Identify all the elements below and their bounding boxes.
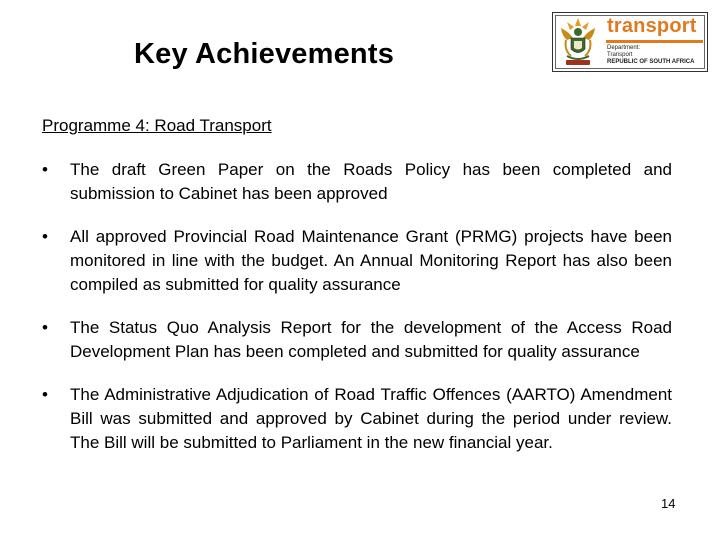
bullet-marker: •	[42, 385, 48, 404]
coat-of-arms-icon	[557, 16, 599, 67]
bullet-item	[42, 225, 672, 297]
logo-accent-line	[606, 40, 703, 43]
logo-subtitle-line-1: Department:	[607, 45, 641, 51]
bullet-item	[42, 316, 672, 364]
page-number: 14	[661, 496, 676, 511]
bullet-marker: •	[42, 227, 48, 246]
bullet-item	[42, 383, 672, 455]
logo-subtitle-line-3: REPUBLIC OF SOUTH AFRICA	[607, 59, 695, 65]
bullet-text: All approved Provincial Road Maintenance Grant (PRMG) projects have been monitored in line with the budget. An Annual Monitoring Report has also been compiled as submitted for quality assurance	[70, 227, 672, 294]
bullet-text: The Status Quo Analysis Report for the development of the Access Road Development Plan has been completed and submitted for quality assurance	[70, 318, 672, 361]
bullet-text: The draft Green Paper on the Roads Policy has been completed and submission to Cabinet has been approved	[70, 160, 672, 203]
bullet-marker: •	[42, 160, 48, 179]
bullet-list	[42, 158, 672, 474]
bullet-item	[42, 158, 672, 206]
bullet-marker: •	[42, 318, 48, 337]
bullet-text: The Administrative Adjudication of Road Traffic Offences (AARTO) Amendment Bill was submitted and approved by Cabinet during the period under review. The Bill will be submitted to Parliament in the new financial year.	[70, 385, 672, 452]
department-logo	[552, 12, 708, 72]
logo-subtitle-line-2: Transport	[607, 52, 633, 58]
slide-title: Key Achievements	[134, 38, 395, 70]
section-heading: Programme 4: Road Transport	[42, 116, 272, 135]
logo-word: transport	[607, 15, 697, 37]
